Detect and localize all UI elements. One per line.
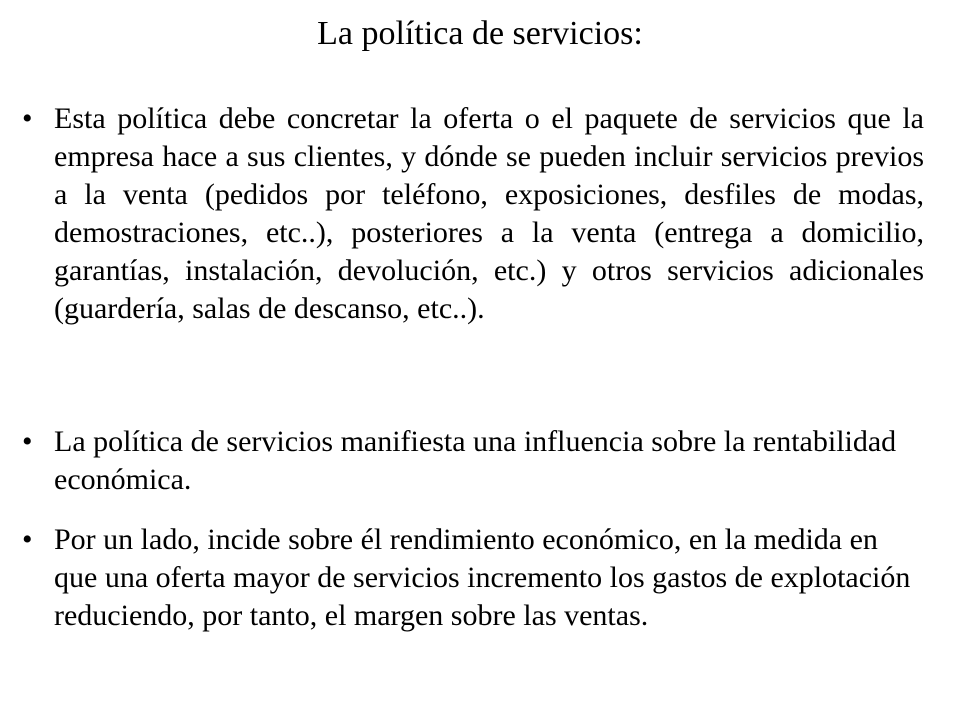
bullet-item [22,423,914,499]
bullet-item [22,521,924,635]
bullet-icon: • [22,425,33,458]
bullet-text: Por un lado, incide sobre él rendimiento económico, en la medida en que una oferta mayor de servicios incremento los gastos de explotación reduciendo, por tanto, el margen sobre las ventas. [54,523,911,632]
bullet-icon: • [22,523,33,556]
bullet-icon: • [22,102,33,135]
bullet-text: Esta política debe concretar la oferta o el paquete de servicios que la empresa hace a sus clientes, y dónde se pueden incluir servicios previos a la venta (pedidos por teléfono, exposiciones, desfiles de modas, demostraciones, etc..), posteriores a la venta (entrega a domicilio, garantías, instalación, devolución, etc.) y otros servicios adicionales (guardería, salas de descanso, etc..). [54,102,924,325]
bullet-text: La política de servicios manifiesta una influencia sobre la rentabilidad económica. [54,425,897,496]
bullet-item [22,100,924,328]
slide-title: La política de servicios: [317,15,643,52]
